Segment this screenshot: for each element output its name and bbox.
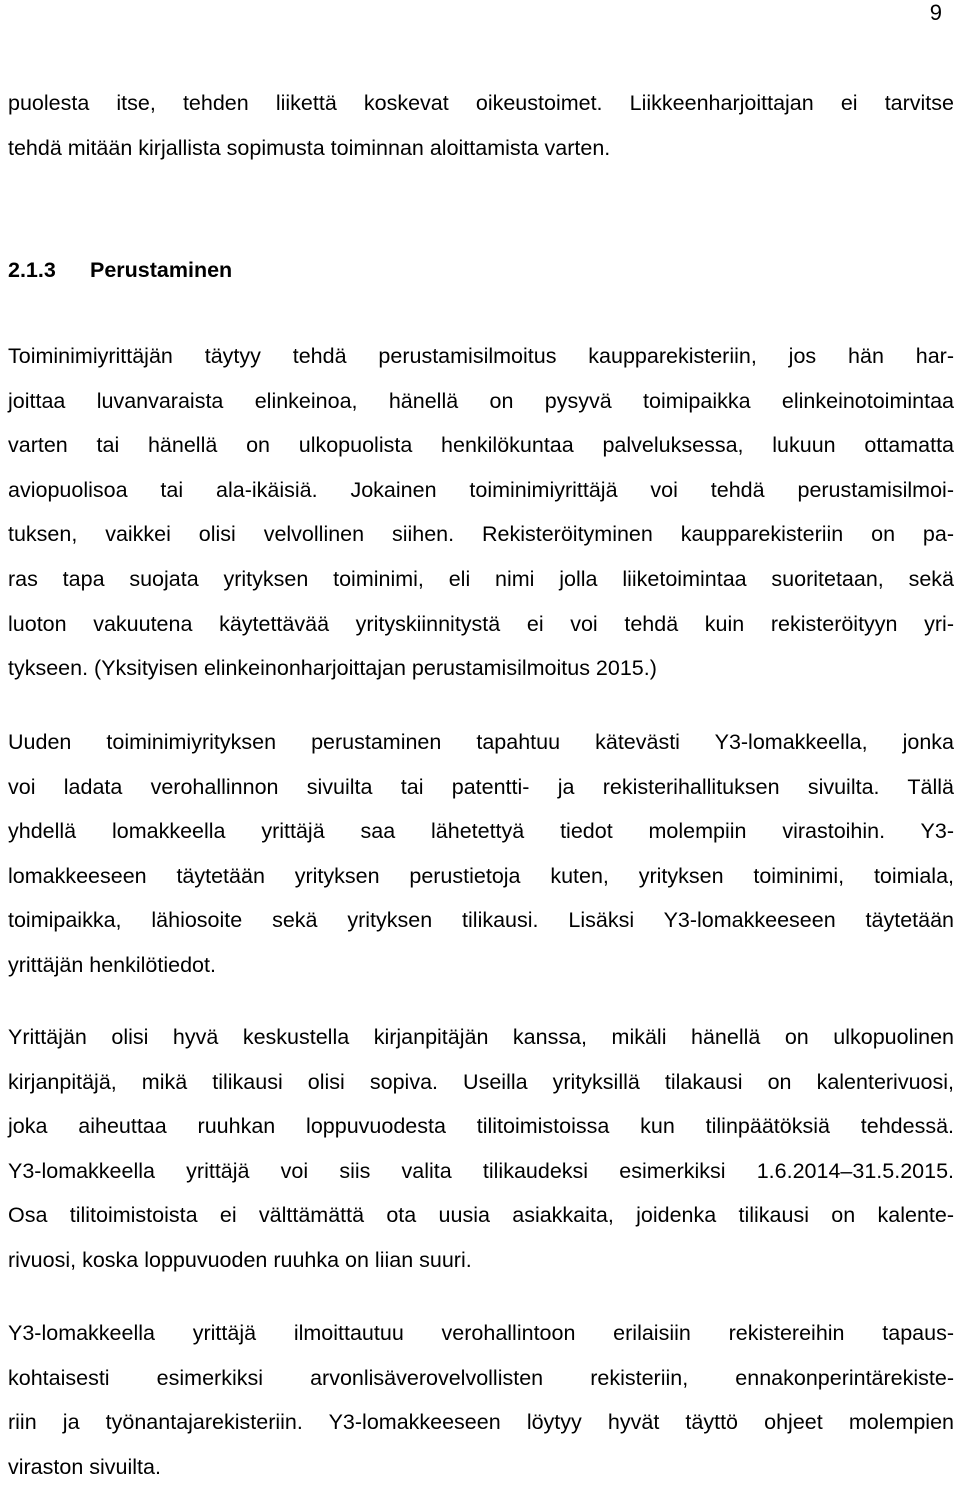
- text-line: lomakkeeseen täytetään yrityksen perustietoja kuten, yrityksen toiminimi, toimiala,: [8, 863, 954, 888]
- text-line: yrittäjän henkilötiedot.: [8, 952, 216, 977]
- intro-paragraph: [8, 81, 954, 170]
- text-line: luoton vakuutena käytettävää yrityskiinnitystä ei voi tehdä kuin rekisteröityyn yri-: [8, 611, 954, 636]
- text-line: joka aiheuttaa ruuhkan loppuvuodesta tilitoimistoissa kun tilinpäätöksiä tehdessä.: [8, 1114, 954, 1139]
- text-line: aviopuolisoa tai ala-ikäisiä. Jokainen toiminimiyrittäjä voi tehdä perustamisilmoi-: [8, 477, 954, 502]
- text-line: Toiminimiyrittäjän täytyy tehdä perustamisilmoitus kaupparekisteriin, jos hän har-: [8, 344, 954, 368]
- text-line: kohtaisesti esimerkiksi arvonlisäverovelvollisten rekisteriin, ennakonperintärekiste-: [8, 1365, 954, 1390]
- text-line: joittaa luvanvaraista elinkeinoa, hänellä on pysyvä toimipaikka elinkeinotoimintaa: [8, 388, 954, 413]
- text-line: kirjanpitäjä, mikä tilikausi olisi sopiva. Useilla yrityksillä tilakausi on kalenterivuosi,: [8, 1069, 954, 1094]
- text-line: voi ladata verohallinnon sivuilta tai patentti- ja rekisterihallituksen sivuilta. Tällä: [8, 774, 954, 799]
- paragraph-4: [8, 1311, 954, 1489]
- page-number: 9: [929, 0, 942, 25]
- text-line: varten tai hänellä on ulkopuolista henkilökuntaa palveluksessa, lukuun ottamatta: [8, 433, 954, 458]
- text-line: Yrittäjän olisi hyvä keskustella kirjanpitäjän kanssa, mikäli hänellä on ulkopuolinen: [8, 1025, 954, 1049]
- text-line: tehdä mitään kirjallista sopimusta toiminnan aloittamista varten.: [8, 135, 611, 160]
- section-heading: [8, 254, 232, 286]
- text-line: yhdellä lomakkeella yrittäjä saa lähetettyä tiedot molempiin virastoihin. Y3-: [8, 819, 954, 844]
- text-line: puolesta itse, tehden liikettä koskevat oikeustoimet. Liikkeenharjoittajan ei tarvitse: [8, 91, 954, 115]
- text-line: Y3-lomakkeella yrittäjä ilmoittautuu verohallintoon erilaisiin rekistereihin tapaus-: [8, 1321, 954, 1345]
- text-line: toimipaikka, lähiosoite sekä yrityksen tilikausi. Lisäksi Y3-lomakkeeseen täytetään: [8, 908, 954, 933]
- text-line: Uuden toiminimiyrityksen perustaminen tapahtuu kätevästi Y3-lomakkeella, jonka: [8, 730, 954, 754]
- text-line: Osa tilitoimistoista ei välttämättä ota uusia asiakkaita, joidenka tilikausi on kalente-: [8, 1203, 954, 1228]
- text-line: ras tapa suojata yrityksen toiminimi, eli nimi jolla liiketoimintaa suoritetaan, sekä: [8, 566, 954, 591]
- section-title: Perustaminen: [90, 258, 233, 282]
- paragraph-2: [8, 720, 954, 988]
- paragraph-3: [8, 1015, 954, 1283]
- text-line: tuksen, vaikkei olisi velvollinen siihen. Rekisteröityminen kaupparekisteriin on pa-: [8, 522, 954, 547]
- text-line: tykseen. (Yksityisen elinkeinonharjoittajan perustamisilmoitus 2015.): [8, 656, 657, 681]
- paragraph-1: [8, 334, 954, 691]
- text-line: riin ja työnantajarekisteriin. Y3-lomakkeeseen löytyy hyvät täyttö ohjeet molempien: [8, 1410, 954, 1435]
- text-line: rivuosi, koska loppuvuoden ruuhka on liian suuri.: [8, 1247, 472, 1272]
- text-line: viraston sivuilta.: [8, 1454, 161, 1479]
- section-number: 2.1.3: [8, 258, 56, 282]
- text-line: Y3-lomakkeella yrittäjä voi siis valita tilikaudeksi esimerkiksi 1.6.2014–31.5.2015.: [8, 1158, 954, 1183]
